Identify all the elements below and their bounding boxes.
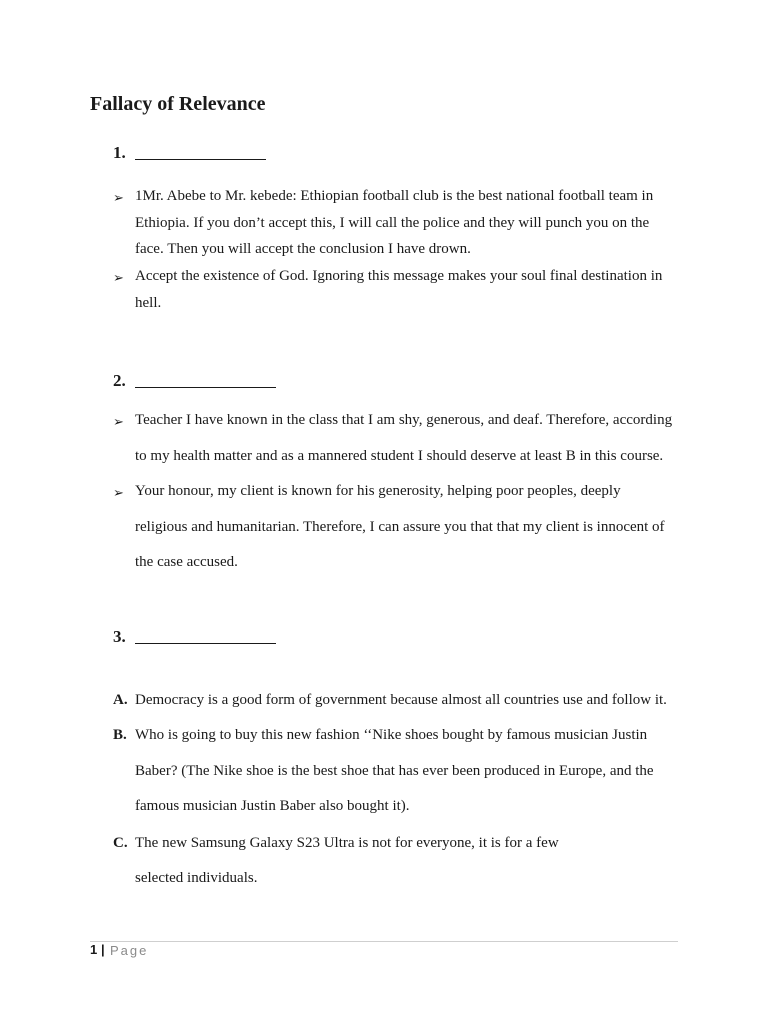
list-item-text-line: famous musician Justin Baber also bought it). (135, 798, 410, 814)
bullet-text-line: to my health matter and as a mannered student I should deserve at least B in this course. (135, 448, 664, 464)
arrow-bullet-icon: ➢ (113, 190, 124, 205)
list-item-text-line: The new Samsung Galaxy S23 Ultra is not for everyone, it is for a few (135, 835, 559, 851)
list-item-text-line: Baber? (The Nike shoe is the best shoe that has ever been produced in Europe, and the (135, 763, 654, 779)
bullet-text-line: hell. (135, 295, 162, 311)
bullet-text-line: Accept the existence of God. Ignoring this message makes your soul final destination in (135, 268, 663, 284)
bullet-text-line: Your honour, my client is known for his generosity, helping poor peoples, deeply (135, 483, 621, 499)
answer-blank (135, 643, 276, 644)
arrow-bullet-icon: ➢ (113, 270, 124, 285)
arrow-bullet-icon: ➢ (113, 485, 124, 500)
footer-page-label: Page (110, 943, 149, 958)
list-item-letter: A. (113, 692, 128, 708)
bullet-text-line: religious and humanitarian. Therefore, I can assure you that that my client is innocent of (135, 519, 665, 535)
answer-blank (135, 159, 266, 160)
bullet-text-line: Ethiopia. If you don’t accept this, I will call the police and they will punch you on the (135, 215, 650, 231)
question-number: 2. (113, 371, 126, 390)
bullet-text-line: Teacher I have known in the class that I am shy, generous, and deaf. Therefore, according (135, 412, 673, 428)
bullet-text-line: face. Then you will accept the conclusion I have drown. (135, 241, 471, 257)
list-item-text-line: Democracy is a good form of government because almost all countries use and follow it. (135, 692, 667, 708)
list-item-text-line: selected individuals. (135, 870, 258, 886)
question-number: 1. (113, 143, 126, 162)
bullet-text-line: 1Mr. Abebe to Mr. kebede: Ethiopian football club is the best national football team in (135, 188, 654, 204)
answer-blank (135, 387, 276, 388)
list-item-letter: B. (113, 727, 127, 743)
question-number: 3. (113, 627, 126, 646)
footer-separator: | (101, 942, 105, 957)
arrow-bullet-icon: ➢ (113, 414, 124, 429)
footer-divider (90, 941, 678, 942)
list-item-text-line: Who is going to buy this new fashion ‘‘Nike shoes bought by famous musician Justin (135, 727, 648, 743)
bullet-text-line: the case accused. (135, 554, 238, 570)
list-item-letter: C. (113, 835, 128, 851)
page-title: Fallacy of Relevance (90, 93, 266, 115)
footer-page-number: 1 (90, 942, 98, 957)
